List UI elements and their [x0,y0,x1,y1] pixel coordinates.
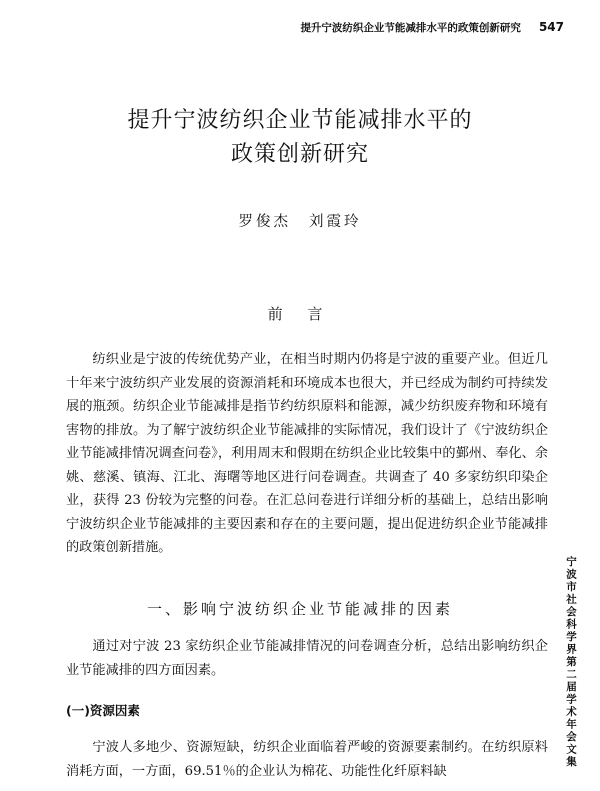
author-2: 刘霞玲 [309,214,362,230]
side-margin-note: 宁波市社会科学界第二届学术年会文集 [565,556,577,769]
subsection-heading: (一)资源因素 [66,703,140,718]
section-1-intro: 通过对宁波 23 家纺织企业节能减排情况的问卷调查分析，总结出影响纺织企业节能减排的四方面因素。 [66,639,548,678]
section-1-paragraph: 宁波人多地少、资源短缺，纺织企业面临着严峻的资源要素制约。在纺织原料消耗方面，一方面，69.51％的企业认为棉花、功能性化纤原料缺 [66,740,548,779]
page-number: 547 [538,20,564,34]
running-head-title: 提升宁波纺织企业节能减排水平的政策创新研究 [300,22,521,34]
article-title [0,104,600,172]
section-1-heading: 一、影响宁波纺织企业节能减排的因素 [146,600,453,618]
authors [0,210,600,231]
author-1: 罗俊杰 [238,214,291,230]
preface-heading: 前 言 [267,305,333,323]
article-title-line-2: 政策创新研究 [230,142,369,167]
preface-paragraph: 纺织业是宁波的传统优势产业，在相当时期内仍将是宁波的重要产业。但近几十年来宁波纺织产业发展的资源消耗和环境成本也很大，并已经成为制约可持续发展的瓶颈。纺织企业节能减排是指节约纺织原料和能源，减少纺织废弃物和环境有害物的排放。为了解宁波纺织企业节能减排的实际情况，我们设计了《宁波纺织企业节能减排情况调查问卷》，利用周末和假期在纺织企业比较集中的鄞州、奉化、余姚、慈溪、镇海、江北、海曙等地区进行问卷调查。共调查了 40 多家纺织印染企业，获得 23 份较为完整的问卷。在汇总问卷进行详细分析的基础上，总结出影响宁波纺织企业节能减排的主要因素和存在的主要问题，提出促进纺织企业节能减排的政策创新措施。 [66,352,548,555]
running-head [70,20,564,35]
article-title-line-1: 提升宁波纺织企业节能减排水平的 [127,108,473,133]
